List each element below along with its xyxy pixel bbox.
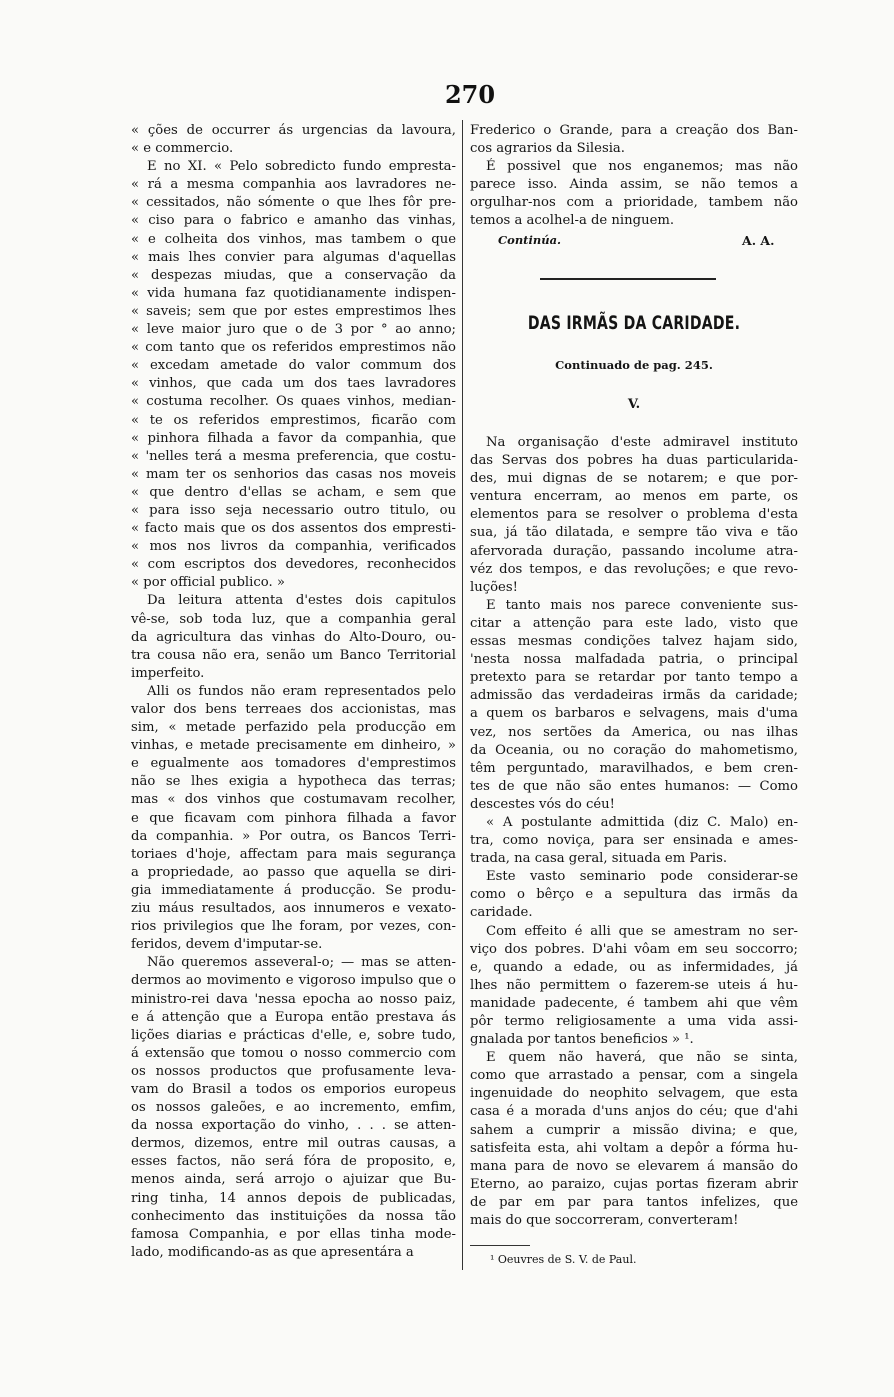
text-line: têm perguntado, maravilhados, e bem cren-	[470, 760, 798, 776]
text-line: gnalada por tantos beneficios » ¹.	[470, 1032, 694, 1048]
text-line: da companhia. » Por outra, os Bancos Terri-	[131, 828, 456, 844]
text-line: famosa Companhia, e por ellas tinha mode-	[131, 1226, 456, 1242]
text-line: « saveis; sem que por estes emprestimos lhes	[131, 303, 456, 319]
text-line: e que ficavam com pinhora filhada a favor	[131, 810, 456, 826]
text-line: viço dos pobres. D'ahi vôam em seu soccorro;	[470, 941, 798, 957]
continua-note: Continúa.	[498, 233, 562, 247]
text-line: « pinhora filhada a favor da companhia, que	[131, 430, 456, 446]
text-line: os nossos galeões, e ao incremento, emfim,	[131, 1100, 456, 1116]
text-line: e, quando a edade, ou as infermidades, já	[470, 959, 798, 975]
text-line: « rá a mesma companhia aos lavradores ne-	[131, 177, 456, 193]
text-line: pôr termo religiosamente a uma vida assi-	[470, 1014, 798, 1029]
article-body	[470, 434, 798, 1230]
column-divider	[462, 120, 463, 1270]
text-line: mana para de novo se elevarem á mansão do	[470, 1158, 798, 1174]
text-line: caridade.	[470, 905, 533, 921]
text-line: menos ainda, será arrojo o ajuizar que Bu-	[131, 1172, 456, 1188]
text-line: sahem a cumprir a missão divina; e que,	[470, 1122, 798, 1138]
article-subhead: Continuado de pag. 245.	[555, 358, 713, 372]
text-line: ministro-rei dava 'nessa epocha ao nosso paiz,	[131, 991, 456, 1007]
text-line: gia immediatamente á producção. Se produ-	[131, 882, 456, 898]
text-line: mas « dos vinhos que costumavam recolher,	[131, 792, 456, 808]
text-line: valor dos bens terreaes dos accionistas, mas	[131, 702, 456, 717]
text-line: « A postulante admittida (diz C. Malo) en-	[486, 814, 798, 830]
text-line: da Oceania, ou no coração do mahometismo,	[470, 742, 798, 758]
text-line: lado, modificando-as as que apresentára a	[131, 1244, 414, 1260]
author-signature: A. A.	[742, 233, 775, 248]
text-line: orgulhar-nos com a prioridade, tambem não	[470, 195, 798, 211]
page-number: 270	[444, 80, 496, 109]
text-line: vinhas, e metade precisamente em dinheiro, »	[131, 738, 456, 754]
text-line: Com effeito é alli que se amestram no ser-	[486, 923, 798, 939]
footnote-rule	[470, 1245, 530, 1246]
text-line: « que dentro d'ellas se acham, e sem que	[131, 484, 456, 500]
text-line: ingenuidade do neophito selvagem, que esta	[470, 1086, 798, 1102]
text-line: de par em par para tantos infelizes, que	[470, 1194, 798, 1210]
text-line: como que arrastado a pensar, com a singela	[470, 1068, 798, 1084]
text-line: Frederico o Grande, para a creação dos Ban-	[470, 123, 798, 138]
text-line: conhecimento das instituições da nossa tão	[131, 1208, 456, 1224]
text-line: « 'nelles terá a mesma preferencia, que costu-	[131, 448, 456, 464]
text-line: luções!	[470, 579, 518, 595]
text-line: Este vasto seminario pode considerar-se	[486, 869, 798, 885]
text-line: des, mui dignas de se notarem; e que por-	[470, 471, 798, 487]
text-line: « com tanto que os referidos emprestimos não	[131, 340, 456, 356]
text-line: « por official publico. »	[131, 575, 285, 591]
text-line: temos a acolhel-a de ninguem.	[470, 213, 675, 229]
text-line: pretexto para se retardar por tanto tempo a	[470, 670, 798, 686]
text-line: dermos, dizemos, entre mil outras causas, a	[131, 1136, 456, 1152]
text-line: admissão das verdadeiras irmãs da caridade;	[470, 688, 798, 704]
text-line: lhes não permittem o fazerem-se uteis á hu-	[470, 977, 798, 993]
text-line: sim, « metade perfazido pela producção em	[131, 720, 456, 736]
footnote: ¹ Oeuvres de S. V. de Paul.	[490, 1253, 637, 1266]
text-line: essas mesmas condições talvez hajam sido,	[470, 634, 798, 650]
text-line: « mais lhes convier para algumas d'aquellas	[131, 249, 456, 265]
text-line: ziu máus resultados, aos innumeros e vexato-	[131, 901, 456, 917]
text-line: « mam ter os senhorios das casas nos moveis	[131, 466, 456, 482]
text-line: á extensão que tomou o nosso commercio com	[131, 1045, 456, 1061]
text-line: « vinhos, que cada um dos taes lavradores	[131, 376, 456, 392]
separator-rule	[540, 278, 716, 280]
text-line: dermos ao movimento e vigoroso impulso que o	[131, 973, 456, 989]
text-line: « vida humana faz quotidianamente indispen-	[131, 285, 456, 301]
right-column-top	[470, 122, 798, 231]
text-line: « facto mais que os dos assentos dos empresti-	[131, 521, 456, 537]
text-line: vê-se, sob toda luz, que a companhia geral	[131, 611, 456, 627]
text-line: Eterno, ao paraizo, cujas portas fizeram abrir	[470, 1176, 798, 1192]
text-line: tra, como noviça, para ser ensinada e ames-	[470, 833, 798, 849]
text-line: da agricultura das vinhas do Alto-Douro, ou-	[131, 629, 456, 645]
text-line: das Servas dos pobres ha duas particularida-	[470, 453, 798, 469]
text-line: vez, nos sertões da America, ou nas ilhas	[470, 724, 798, 740]
text-line: « para isso seja necessario outro titulo, ou	[131, 502, 456, 518]
text-line: e egualmente aos tomadores d'emprestimos	[131, 756, 456, 772]
text-line: lições diarias e prácticas d'elle, e, sobre tudo,	[131, 1027, 456, 1043]
text-line: elementos para se resolver o problema d'esta	[470, 507, 798, 523]
text-line: ring tinha, 14 annos depois de publicadas,	[131, 1190, 456, 1206]
text-line: « e colheita dos vinhos, mas tambem o que	[131, 231, 456, 247]
text-line: imperfeito.	[131, 665, 205, 681]
text-line: E tanto mais nos parece conveniente sus-	[486, 597, 798, 613]
text-line: 'nesta nossa malfadada patria, o principal	[470, 652, 798, 668]
text-line: « despezas miudas, que a conservação da	[131, 267, 456, 283]
text-line: não se lhes exigia a hypotheca das terras;	[131, 774, 456, 790]
text-line: mais do que soccorreram, converteram!	[470, 1213, 739, 1229]
text-line: « te os referidos emprestimos, ficarão com	[131, 412, 456, 428]
text-line: E no XI. « Pelo sobredicto fundo empresta-	[147, 159, 456, 175]
text-line: satisfeita esta, ahi voltam a depôr a fórma hu-	[470, 1140, 798, 1156]
text-line: feridos, devem d'imputar-se.	[131, 937, 323, 953]
text-line: Não queremos asseveral-o; — mas se atten-	[147, 955, 456, 971]
text-line: rios privilegios que lhe foram, por vezes, con-	[131, 919, 456, 935]
text-line: véz dos tempos, e das revoluções; e que revo-	[470, 561, 798, 577]
text-line: toriaes d'hoje, affectam para mais segurança	[131, 846, 456, 862]
text-line: trada, na casa geral, situada em Paris.	[470, 851, 728, 867]
text-line: manidade padecente, é tambem ahi que vêm	[470, 995, 798, 1011]
text-line: « com escriptos dos devedores, reconhecidos	[131, 557, 456, 573]
text-line: « leve maior juro que o de 3 por ° ao anno;	[131, 322, 456, 338]
section-number: V.	[627, 397, 641, 412]
text-line: sua, já tão dilatada, e sempre tão viva e tão	[470, 525, 798, 541]
text-line: parece isso. Ainda assim, se não temos a	[470, 177, 798, 193]
text-line: cos agrarios da Silesia.	[470, 141, 625, 157]
text-line: casa é a morada d'uns anjos do céu; que d'ahi	[470, 1104, 798, 1120]
text-line: « excedam ametade do valor commum dos	[131, 358, 456, 374]
text-line: vam do Brasil a todos os emporios europeus	[131, 1081, 456, 1097]
text-line: « e commercio.	[131, 141, 234, 157]
text-line: e á attenção que a Europa então prestava ás	[131, 1009, 456, 1025]
text-line: citar a attenção para este lado, visto que	[470, 615, 798, 631]
text-line: « ções de occurrer ás urgencias da lavoura,	[131, 123, 456, 138]
text-line: « ciso para o fabrico e amanho das vinhas,	[131, 213, 456, 229]
text-line: É possivel que nos enganemos; mas não	[486, 159, 798, 175]
text-line: descestes vós do céu!	[470, 796, 615, 812]
text-line: Alli os fundos não eram representados pelo	[147, 683, 456, 699]
text-line: a quem os barbaros e selvagens, mais d'uma	[470, 706, 798, 722]
text-line: os nossos productos que profusamente leva-	[131, 1063, 456, 1079]
text-line: tra cousa não era, senão um Banco Territorial	[131, 647, 456, 663]
article-title: DAS IRMÃS DA CARIDADE.	[527, 312, 741, 334]
text-line: como o bêrço e a sepultura das irmãs da	[470, 887, 798, 903]
text-line: ventura encerram, ao menos em parte, os	[470, 489, 798, 505]
text-line: Da leitura attenta d'estes dois capitulos	[147, 593, 456, 609]
text-line: afervorada duração, passando incolume atra-	[470, 543, 798, 559]
text-line: da nossa exportação do vinho, . . . se atten-	[131, 1118, 456, 1134]
text-line: esses factos, não será fóra de proposito, e,	[131, 1154, 456, 1170]
text-line: Na organisação d'este admiravel instituto	[486, 435, 798, 450]
text-line: tes de que não são entes humanos: — Como	[470, 778, 798, 794]
text-line: E quem não haverá, que não se sinta,	[486, 1050, 798, 1066]
text-line: « costuma recolher. Os quaes vinhos, median-	[131, 394, 456, 410]
left-column	[131, 122, 456, 1262]
text-line: « mos nos livros da companhia, verificados	[131, 539, 456, 555]
text-line: « cessitados, não sómente o que lhes fôr pre-	[131, 195, 456, 211]
text-line: a propriedade, ao passo que aquella se diri-	[131, 864, 456, 880]
